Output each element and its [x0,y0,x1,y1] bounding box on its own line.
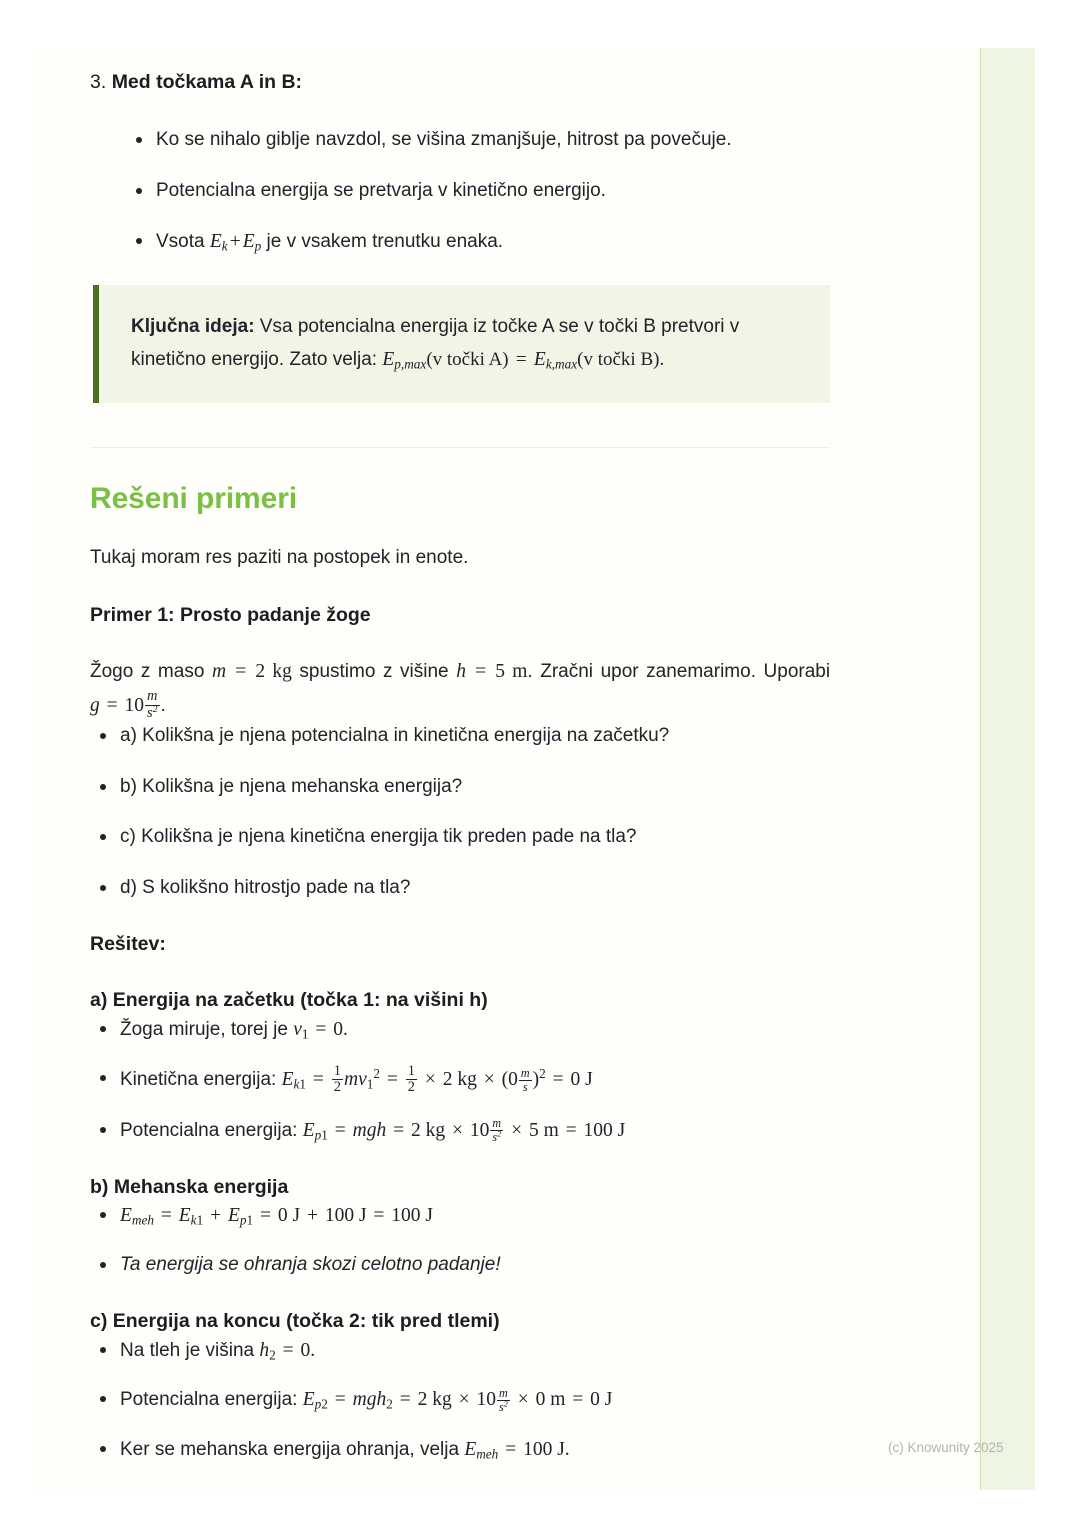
list-item: a) Kolikšna je njena potencialna in kinetična energija na začetku? [90,722,830,751]
part-c-list [90,1336,830,1465]
list-item: b) Kolikšna je njena mehanska energija? [90,773,830,802]
section-3-heading [90,68,830,96]
list-item: Ta energija se ohranja skozi celotno padanje! [90,1251,830,1280]
key-idea-lead: Ključna ideja: [131,315,255,337]
section-3-bullet-list [126,126,830,257]
copyright-watermark: (c) Knowunity 2025 [888,1440,1004,1455]
list-item: Ker se mehanska energija ohranja, velja $E_{meh} = 100$ J. [90,1435,830,1465]
example-1-problem: Žogo z maso m = 2 kg spustimo z višine h = 5 m. Zračni upor zanemarimo. Uporabi g = 10 $\frac{m}{s^2}$ . [90,660,831,721]
list-item: $E_{meh} = E_{k1} + E_{p1} = 0$ J + 100 J = 100 J [90,1201,830,1231]
list-item: Potencialna energija se pretvarja v kinetično energijo. [126,177,830,206]
right-green-panel [977,48,1035,1490]
list-item: Žoga miruje, torej je $v_1 = 0$. [90,1015,830,1045]
part-b-list [90,1201,830,1279]
key-idea-callout [93,285,830,403]
solution-label: Rešitev: [90,933,166,956]
list-item: Na tleh je višina $h_2 = 0$. [90,1336,830,1366]
list-item: d) S kolikšno hitrostjo pade na tla? [90,874,830,903]
list-item: Kinetična energija: $E_{k1}$ = $\frac{1}{2}$ $mv_1^2$ = $\frac{1}{2}$ × 2 kg × (0 $\frac{m}{s}$ )$^2$ = 0 J [90,1064,830,1095]
page-title: Rešeni primeri [90,482,298,516]
list-item: Potencialna energija: $E_{p2} = mgh_2 = 2$ kg × 10 $\frac{m}{s^2}$ × 0 m = 0 J [90,1385,830,1415]
section-3-title: Med točkama A in B: [111,71,303,93]
example-1-title: Primer 1: Prosto padanje žoge [90,603,371,626]
list-item: c) Kolikšna je njena kinetična energija tik preden pade na tla? [90,823,830,852]
list-item: Vsota $E_k + E_p$ je v vsakem trenutku enaka. [126,227,830,257]
list-item: Ko se nihalo giblje navzdol, se višina zmanjšuje, hitrost pa povečuje. [126,126,830,155]
list-item: Potencialna energija: $E_{p1}$ = mgh = 2 kg × 10 $\frac{m}{s^2}$ × 5 m = 100 J [90,1116,830,1146]
page-content [90,52,830,1484]
section-3-number: 3. [90,71,107,93]
key-idea-text: Ključna ideja: Vsa potencialna energija iz točke A se v točki B pretvori v kinetično energijo. Zato velja: $E_{p,max}(v$ točki $A) = E_{k,max}(v$ točki B). [131,315,740,373]
document-page [32,48,980,1490]
part-c-title: c) Energija na koncu (točka 2: tik pred tlemi) [90,1310,500,1333]
part-b-title: b) Mehanska energija [90,1176,289,1199]
part-a-title: a) Energija na začetku (točka 1: na višini h) [90,989,488,1012]
part-a-list [90,1015,830,1145]
example-1-questions [90,722,830,902]
section-divider [90,447,830,448]
solved-intro-text: Tukaj moram res paziti na postopek in enote. [90,547,469,569]
